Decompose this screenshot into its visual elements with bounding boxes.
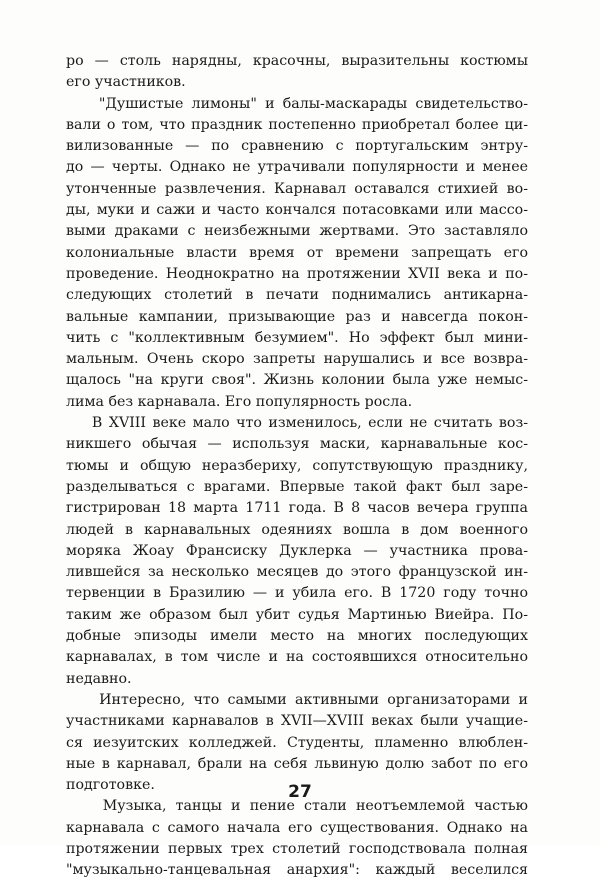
text-line: "Душистые лимоны" и балы-маскарады свидетельство- [66,95,528,112]
text-line: В XVIII веке мало что изменилось, если не считать воз- [66,415,528,432]
text-line: карнавала с самого начала его существования. Однако на [66,819,528,836]
text-line: мальным. Очень скоро запреты нарушались и все возвра- [66,351,528,368]
text-line: его участников. [66,74,186,91]
text-line: протяжении первых трех столетий господствовала полная [66,840,528,857]
text-line: карнавалах, в том числе и на состоявшихся относительно [66,649,528,666]
text-line: ро — столь нарядны, красочны, выразительны костюмы [66,53,528,69]
page-number: 27 [288,782,312,802]
text-line: вилизованные — по сравнению с португальским энтру- [66,138,528,155]
text-line: щалось "на круги своя". Жизнь колонии была уже немыс- [66,372,528,389]
text-line: лившейся за несколько месяцев до этого французской ин- [66,564,528,581]
text-line: недавно. [66,670,132,687]
text-line: колониальные власти время от времени запрещать его [66,244,528,261]
text-line: проведение. Неоднократно на протяжении XVII века и по- [66,265,528,282]
text-line: Интересно, что самыми активными организаторами и [66,691,528,708]
text-line: разделываться с врагами. Впервые такой факт был заре- [66,478,528,495]
text-line: подготовке. [66,777,155,794]
text-line: Музыка, танцы и пение стали неотъемлемой частью [66,798,528,815]
text-line: участниками карнавалов в XVII—XVIII веках были учащие- [66,713,528,730]
text-line: ные в карнавал, брали на себя львиную долю забот по его [66,755,528,772]
text-line: "музыкально-танцевальная анархия": каждый веселился [66,862,528,879]
text-line: выми драками с неизбежными жертвами. Это заставляло [66,223,528,240]
text-line: вали о том, что праздник постепенно приобретал более ци- [66,116,528,133]
text-line: таким же образом был убит судья Мартинью Виейра. По- [66,606,528,623]
text-line: лима без карнавала. Его популярность росла. [66,393,413,410]
text-line: следующих столетий в печати поднимались антикарна- [66,287,528,304]
text-line: добные эпизоды имели место на многих последующих [66,628,528,645]
text-line: вальные кампании, призывающие раз и навсегда покон- [66,308,528,325]
text-line: никшего обычая — используя маски, карнавальные кос- [66,436,528,453]
text-line: ды, муки и сажи и часто кончался потасовками или массо- [66,202,528,219]
text-line: ся иезуитских колледжей. Студенты, пламенно влюблен- [66,734,528,751]
text-line: утонченные развлечения. Карнавал оставался стихией во- [66,180,528,197]
text-line: чить с "коллективным безумием". Но эффект был мини- [66,329,528,346]
text-line: моряка Жоау Франсиску Дуклерка — участника прова- [66,542,528,559]
text-line: людей в карнавальных одеяниях вошла в дом военного [66,521,528,538]
text-line: до — черты. Однако не утрачивали популярности и менее [66,159,528,176]
body-text [66,51,528,882]
text-line: тервенции в Бразилию — и убила его. В 1720 году точно [66,585,528,602]
text-line: тюмы и общую неразбериху, сопутствующую празднику, [66,457,528,474]
text-line: гистрирован 18 марта 1711 года. В 8 часов вечера группа [66,500,528,517]
